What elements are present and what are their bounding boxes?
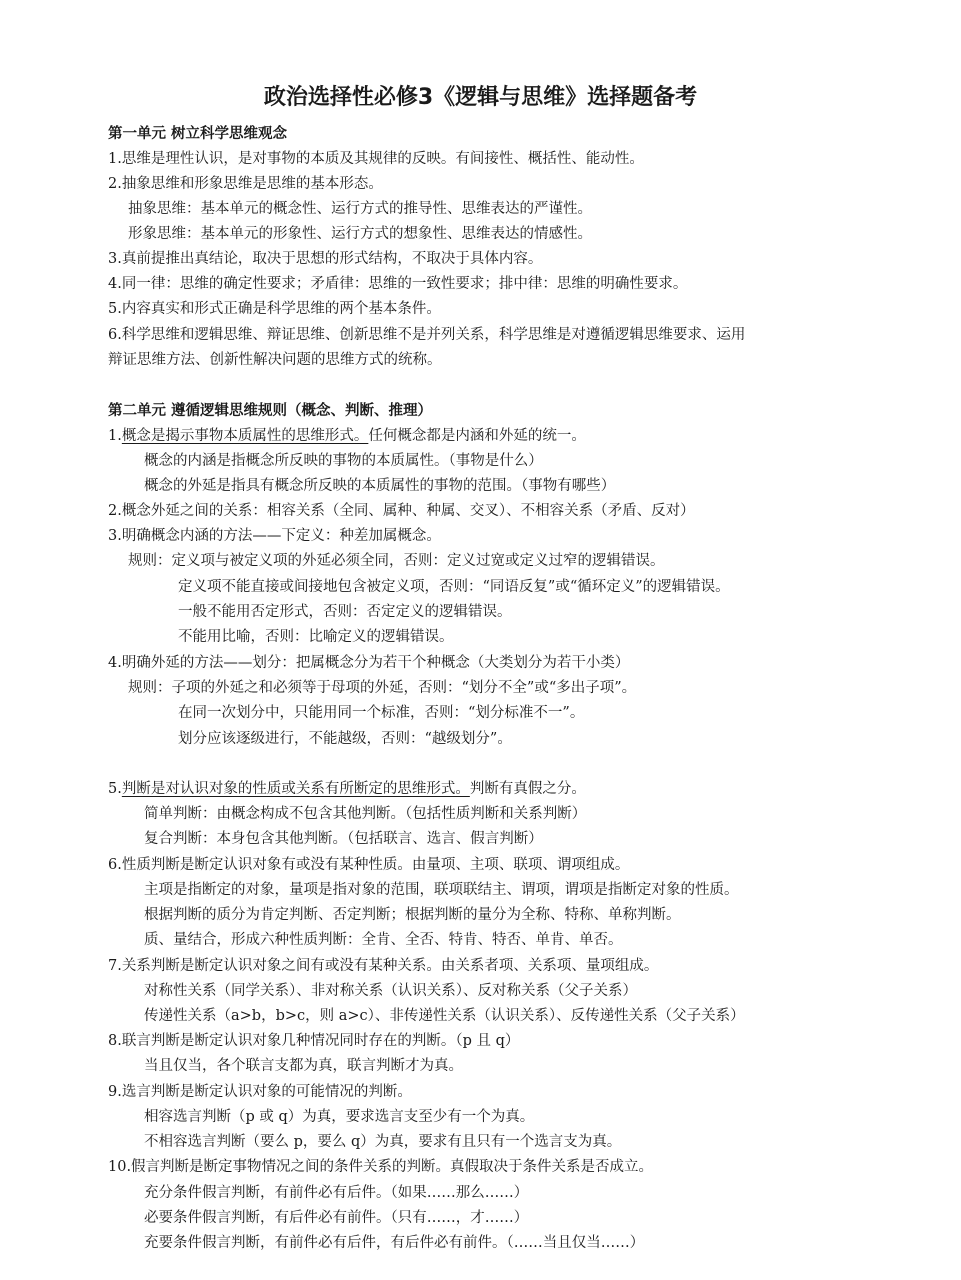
unit2-concept-intension: 概念的内涵是指概念所反映的事物的本质属性。（事物是什么） [144, 453, 543, 469]
unit2-definition-rule-4: 不能用比喻，否则：比喻定义的逻辑错误。 [178, 629, 454, 645]
unit2-definition-rule-3: 一般不能用否定形式，否则：否定定义的逻辑错误。 [178, 604, 512, 620]
page-title: 政治选择性必修3《逻辑与思维》选择题备考 [263, 85, 698, 110]
unit2-definition-rule-2: 定义项不能直接或间接地包含被定义项，否则：“同语反复”或“循环定义”的逻辑错误。 [178, 579, 730, 595]
unit2-item-6-classify: 根据判断的质分为肯定判断、否定判断；根据判断的量分为全称、特称、单称判断。 [144, 907, 681, 923]
unit2-definition-rule-1: 规则：定义项与被定义项的外延必须全同，否则：定义过宽或定义过窄的逻辑错误。 [128, 553, 665, 569]
unit1-item-3: 3.真前提推出真结论，取决于思想的形式结构，不取决于具体内容。 [108, 251, 543, 267]
unit2-item-3: 3.明确概念内涵的方法——下定义：种差加属概念。 [108, 528, 441, 544]
underlined-definition: 概念是揭示事物本质属性的思维形式。 [121, 428, 369, 444]
unit2-item-5 [108, 780, 586, 798]
unit2-item-6-six-types: 质、量结合，形成六种性质判断：全肯、全否、特肯、特否、单肯、单否。 [144, 932, 623, 948]
unit2-item-7: 7.关系判断是断定认识对象之间有或没有某种关系。由关系者项、关系项、量项组成。 [108, 958, 659, 974]
item-number: 1. [108, 428, 122, 444]
unit2-item-6: 6.性质判断是断定认识对象有或没有某种性质。由量项、主项、联项、谓项组成。 [108, 857, 630, 873]
unit2-division-rule-3: 划分应该逐级进行，不能越级，否则：“越级划分”。 [178, 731, 512, 747]
unit1-item-1: 1.思维是理性认识，是对事物的本质及其规律的反映。有间接性、概括性、能动性。 [108, 151, 644, 167]
unit2-item-4: 4.明确外延的方法——划分：把属概念分为若干个种概念（大类划分为若干小类） [108, 655, 630, 671]
unit2-item-7-transitive: 传递性关系（a>b，b>c，则 a>c）、非传递性关系（认识关系）、反传递性关系（父子关系） [144, 1008, 745, 1024]
unit2-item-10-necessary: 必要条件假言判断，有后件必有前件。（只有……，才……） [144, 1210, 529, 1226]
unit2-item-9-incompatible: 不相容选言判断（要么 p，要么 q）为真，要求有且只有一个选言支为真。 [144, 1134, 622, 1150]
unit1-item-2-image: 形象思维：基本单元的形象性、运行方式的想象性、思维表达的情感性。 [128, 226, 592, 242]
unit1-heading: 第一单元 树立科学思维观念 [108, 126, 288, 142]
unit1-item-2-abstract: 抽象思维：基本单元的概念性、运行方式的推导性、思维表达的严谨性。 [128, 201, 592, 217]
unit2-item-1 [108, 427, 586, 445]
unit2-item-10-sufficient: 充分条件假言判断，有前件必有后件。（如果……那么……） [144, 1185, 529, 1201]
unit2-item-10: 10.假言判断是断定事物情况之间的条件关系的判断。真假取决于条件关系是否成立。 [108, 1159, 654, 1175]
unit1-item-5: 5.内容真实和形式正确是科学思维的两个基本条件。 [108, 301, 441, 317]
unit1-item-4: 4.同一律：思维的确定性要求；矛盾律：思维的一致性要求；排中律：思维的明确性要求。 [108, 276, 688, 292]
unit1-item-6-cont: 辩证思维方法、创新性解决问题的思维方式的统称。 [108, 352, 442, 368]
unit2-division-rule-2: 在同一次划分中，只能用同一个标准，否则：“划分标准不一”。 [178, 705, 585, 721]
unit1-item-2: 2.抽象思维和形象思维是思维的基本形态。 [108, 176, 383, 192]
unit2-concept-extension: 概念的外延是指具有概念所反映的本质属性的事物的范围。（事物有哪些） [144, 478, 616, 494]
unit2-item-8: 8.联言判断是断定认识对象几种情况同时存在的判断。（p 且 q） [108, 1033, 520, 1049]
underlined-definition: 判断是对认识对象的性质或关系有所断定的思维形式。 [121, 781, 470, 797]
unit2-heading: 第二单元 遵循逻辑思维规则（概念、判断、推理） [108, 403, 433, 419]
item-text: 任何概念都是内涵和外延的统一。 [368, 428, 586, 444]
unit2-item-7-symmetric: 对称性关系（同学关系）、非对称关系（认识关系）、反对称关系（父子关系） [144, 983, 637, 999]
unit2-item-9-compatible: 相容选言判断（p 或 q）为真，要求选言支至少有一个为真。 [144, 1109, 535, 1125]
unit2-item-9: 9.选言判断是断定认识对象的可能情况的判断。 [108, 1084, 412, 1100]
unit2-compound-judgment: 复合判断：本身包含其他判断。（包括联言、选言、假言判断） [144, 831, 543, 847]
unit2-division-rule-1: 规则：子项的外延之和必须等于母项的外延，否则：“划分不全”或“多出子项”。 [128, 680, 637, 696]
item-text: 判断有真假之分。 [469, 781, 586, 797]
item-number: 5. [108, 781, 122, 797]
unit2-item-6-terms: 主项是指断定的对象，量项是指对象的范围，联项联结主、谓项，谓项是指断定对象的性质。 [144, 882, 739, 898]
unit2-simple-judgment: 简单判断：由概念构成不包含其他判断。（包括性质判断和关系判断） [144, 806, 587, 822]
unit1-item-6: 6.科学思维和逻辑思维、辩证思维、创新思维不是并列关系，科学思维是对遵循逻辑思维要求、运用 [108, 327, 746, 343]
unit2-item-10-biconditional: 充要条件假言判断，有前件必有后件，有后件必有前件。（……当且仅当……） [144, 1235, 645, 1251]
unit2-item-2: 2.概念外延之间的关系：相容关系（全同、属种、种属、交叉）、不相容关系（矛盾、反对） [108, 503, 695, 519]
unit2-item-8-rule: 当且仅当，各个联言支都为真，联言判断才为真。 [144, 1058, 463, 1074]
